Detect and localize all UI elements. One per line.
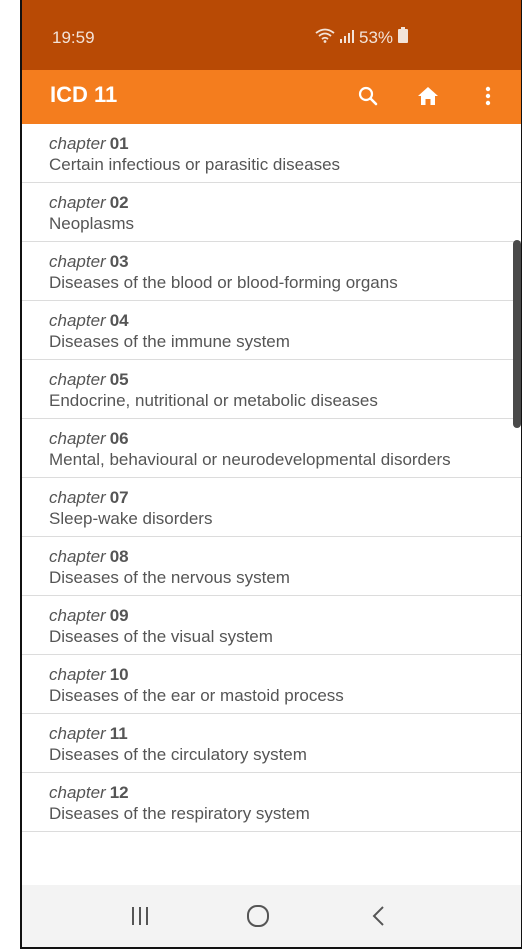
chapter-label: chapter bbox=[49, 370, 106, 389]
chapter-item[interactable] bbox=[22, 773, 521, 832]
chapter-label: chapter bbox=[49, 193, 106, 212]
chapter-label: chapter bbox=[49, 547, 106, 566]
chapter-number: 03 bbox=[109, 252, 129, 271]
chapter-number: 04 bbox=[109, 311, 129, 330]
chapter-item[interactable] bbox=[22, 478, 521, 537]
chapter-title: Neoplasms bbox=[49, 214, 135, 233]
chapter-number: 12 bbox=[109, 783, 129, 802]
chapter-number: 08 bbox=[109, 547, 129, 566]
chapter-title: Certain infectious or parasitic diseases bbox=[49, 155, 341, 174]
chapter-item[interactable] bbox=[22, 183, 521, 242]
chapter-label: chapter bbox=[49, 311, 106, 330]
chapter-title: Diseases of the ear or mastoid process bbox=[49, 686, 344, 705]
chapter-title: Endocrine, nutritional or metabolic diseases bbox=[49, 391, 378, 410]
chapter-item[interactable] bbox=[22, 714, 521, 773]
navigation-bar bbox=[22, 885, 521, 947]
status-time: 19:59 bbox=[52, 28, 95, 47]
chapter-number: 09 bbox=[109, 606, 129, 625]
chapter-item[interactable] bbox=[22, 360, 521, 419]
chapter-label: chapter bbox=[49, 783, 106, 802]
chapter-number: 07 bbox=[109, 488, 129, 507]
chapter-item[interactable] bbox=[22, 596, 521, 655]
wifi-icon bbox=[315, 27, 335, 48]
chapter-title: Diseases of the respiratory system bbox=[49, 804, 310, 823]
status-indicators bbox=[315, 27, 409, 48]
chapter-label: chapter bbox=[49, 429, 106, 448]
chapter-title: Diseases of the circulatory system bbox=[49, 745, 307, 764]
home-icon[interactable] bbox=[412, 80, 444, 112]
chapter-label: chapter bbox=[49, 488, 106, 507]
chapter-number: 11 bbox=[109, 724, 128, 743]
chapter-item[interactable] bbox=[22, 537, 521, 596]
chapter-item[interactable] bbox=[22, 419, 521, 478]
chapter-title: Diseases of the immune system bbox=[49, 332, 290, 351]
chapter-label: chapter bbox=[49, 724, 106, 743]
more-vert-icon[interactable] bbox=[472, 80, 504, 112]
chapter-item[interactable] bbox=[22, 301, 521, 360]
chapter-item[interactable] bbox=[22, 655, 521, 714]
home-circle-icon[interactable] bbox=[238, 899, 278, 933]
chapter-title: Diseases of the blood or blood-forming organs bbox=[49, 273, 398, 292]
chapter-number: 02 bbox=[109, 193, 129, 212]
chapter-title: Diseases of the nervous system bbox=[49, 568, 290, 587]
battery-percent: 53% bbox=[359, 27, 394, 47]
chapter-number: 01 bbox=[109, 134, 129, 153]
status-bar bbox=[22, 0, 521, 70]
chapter-label: chapter bbox=[49, 252, 106, 271]
phone-screen bbox=[20, 0, 522, 949]
chapter-label: chapter bbox=[49, 665, 106, 684]
chapter-label: chapter bbox=[49, 606, 106, 625]
chapter-list[interactable] bbox=[22, 124, 521, 886]
chapter-title: Mental, behavioural or neurodevelopmental disorders bbox=[49, 450, 451, 469]
chapter-number: 10 bbox=[109, 665, 129, 684]
chapter-item[interactable] bbox=[22, 124, 521, 183]
battery-icon bbox=[397, 27, 409, 48]
chapter-title: Sleep-wake disorders bbox=[49, 509, 213, 528]
chapter-number: 05 bbox=[109, 370, 129, 389]
chapter-item[interactable] bbox=[22, 242, 521, 301]
scrollbar-thumb[interactable] bbox=[513, 240, 521, 428]
app-bar bbox=[22, 70, 521, 124]
signal-icon bbox=[339, 28, 355, 48]
chapter-number: 06 bbox=[109, 429, 129, 448]
app-title: ICD 11 bbox=[50, 82, 118, 107]
chapter-title: Diseases of the visual system bbox=[49, 627, 273, 646]
recents-icon[interactable] bbox=[120, 899, 160, 933]
back-icon[interactable] bbox=[359, 899, 399, 933]
search-icon[interactable] bbox=[352, 80, 384, 112]
chapter-label: chapter bbox=[49, 134, 106, 153]
